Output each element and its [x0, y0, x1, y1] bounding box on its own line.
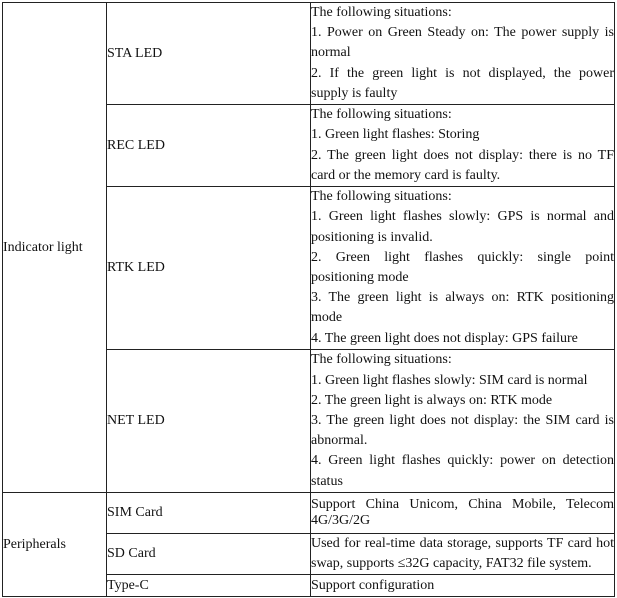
desc-cell-rtk-led — [311, 187, 615, 350]
desc-cell-net-led — [311, 350, 615, 493]
desc-line: swap, supports ≤32G capacity, FAT32 file system. — [311, 556, 592, 572]
desc-line: status — [311, 473, 343, 489]
item-cell-sim-card: SIM Card — [107, 493, 311, 534]
desc-line: card or the memory card is faulty. — [311, 167, 501, 183]
desc-line: 2. If the green light is not displayed, the power — [311, 65, 614, 81]
desc-cell-sta-led — [311, 3, 615, 105]
desc-line: 1. Green light flashes slowly: GPS is normal and — [311, 209, 614, 225]
desc-cell-sim-card — [311, 493, 615, 534]
table-row — [3, 3, 615, 105]
desc-line: 3. The green light is always on: RTK positioning — [311, 290, 614, 306]
item-cell-sd-card: SD Card — [107, 534, 311, 575]
desc-line: 4. Green light flashes quickly: power on detection — [311, 453, 614, 469]
group-cell-indicator-light: Indicator light — [3, 3, 107, 493]
item-cell-rtk-led: RTK LED — [107, 187, 311, 350]
desc-line: The following situations: — [311, 352, 452, 368]
item-cell-type-c: Type-C — [107, 575, 311, 597]
desc-line: 1. Green light flashes: Storing — [311, 127, 480, 143]
desc-line: The following situations: — [311, 5, 452, 20]
desc-line: Used for real-time data storage, supports TF card hot — [311, 536, 614, 552]
desc-line: 2. The green light does not display: there is no TF — [311, 147, 614, 163]
desc-line: supply is faulty — [311, 85, 398, 101]
desc-line: Support China Unicom, China Mobile, Telecom — [311, 497, 614, 513]
group-cell-peripherals: Peripherals — [3, 493, 107, 597]
desc-line: 2. The green light is always on: RTK mode — [311, 392, 553, 408]
desc-line: 4G/3G/2G — [311, 513, 371, 529]
table-row — [3, 493, 615, 534]
desc-cell-rec-led — [311, 105, 615, 187]
desc-cell-type-c — [311, 575, 615, 597]
item-cell-net-led: NET LED — [107, 350, 311, 493]
desc-line: 1. Power on Green Steady on: The power supply is — [311, 25, 614, 41]
desc-line: positioning is invalid. — [311, 229, 433, 245]
desc-line: The following situations: — [311, 189, 452, 205]
desc-line: 2. Green light flashes quickly: single point — [311, 249, 614, 265]
desc-line: 1. Green light flashes slowly: SIM card is normal — [311, 372, 588, 388]
desc-line: mode — [311, 310, 343, 326]
desc-line: positioning mode — [311, 270, 409, 286]
desc-line: 4. The green light does not display: GPS failure — [311, 330, 578, 346]
desc-line: abnormal. — [311, 433, 368, 449]
desc-line: normal — [311, 45, 351, 61]
desc-line: The following situations: — [311, 107, 452, 123]
item-cell-sta-led: STA LED — [107, 3, 311, 105]
desc-line: 3. The green light does not display: the SIM card is — [311, 412, 614, 428]
desc-cell-sd-card — [311, 534, 615, 575]
specification-table — [2, 2, 615, 597]
item-cell-rec-led: REC LED — [107, 105, 311, 187]
desc-line: Support configuration — [311, 577, 435, 593]
